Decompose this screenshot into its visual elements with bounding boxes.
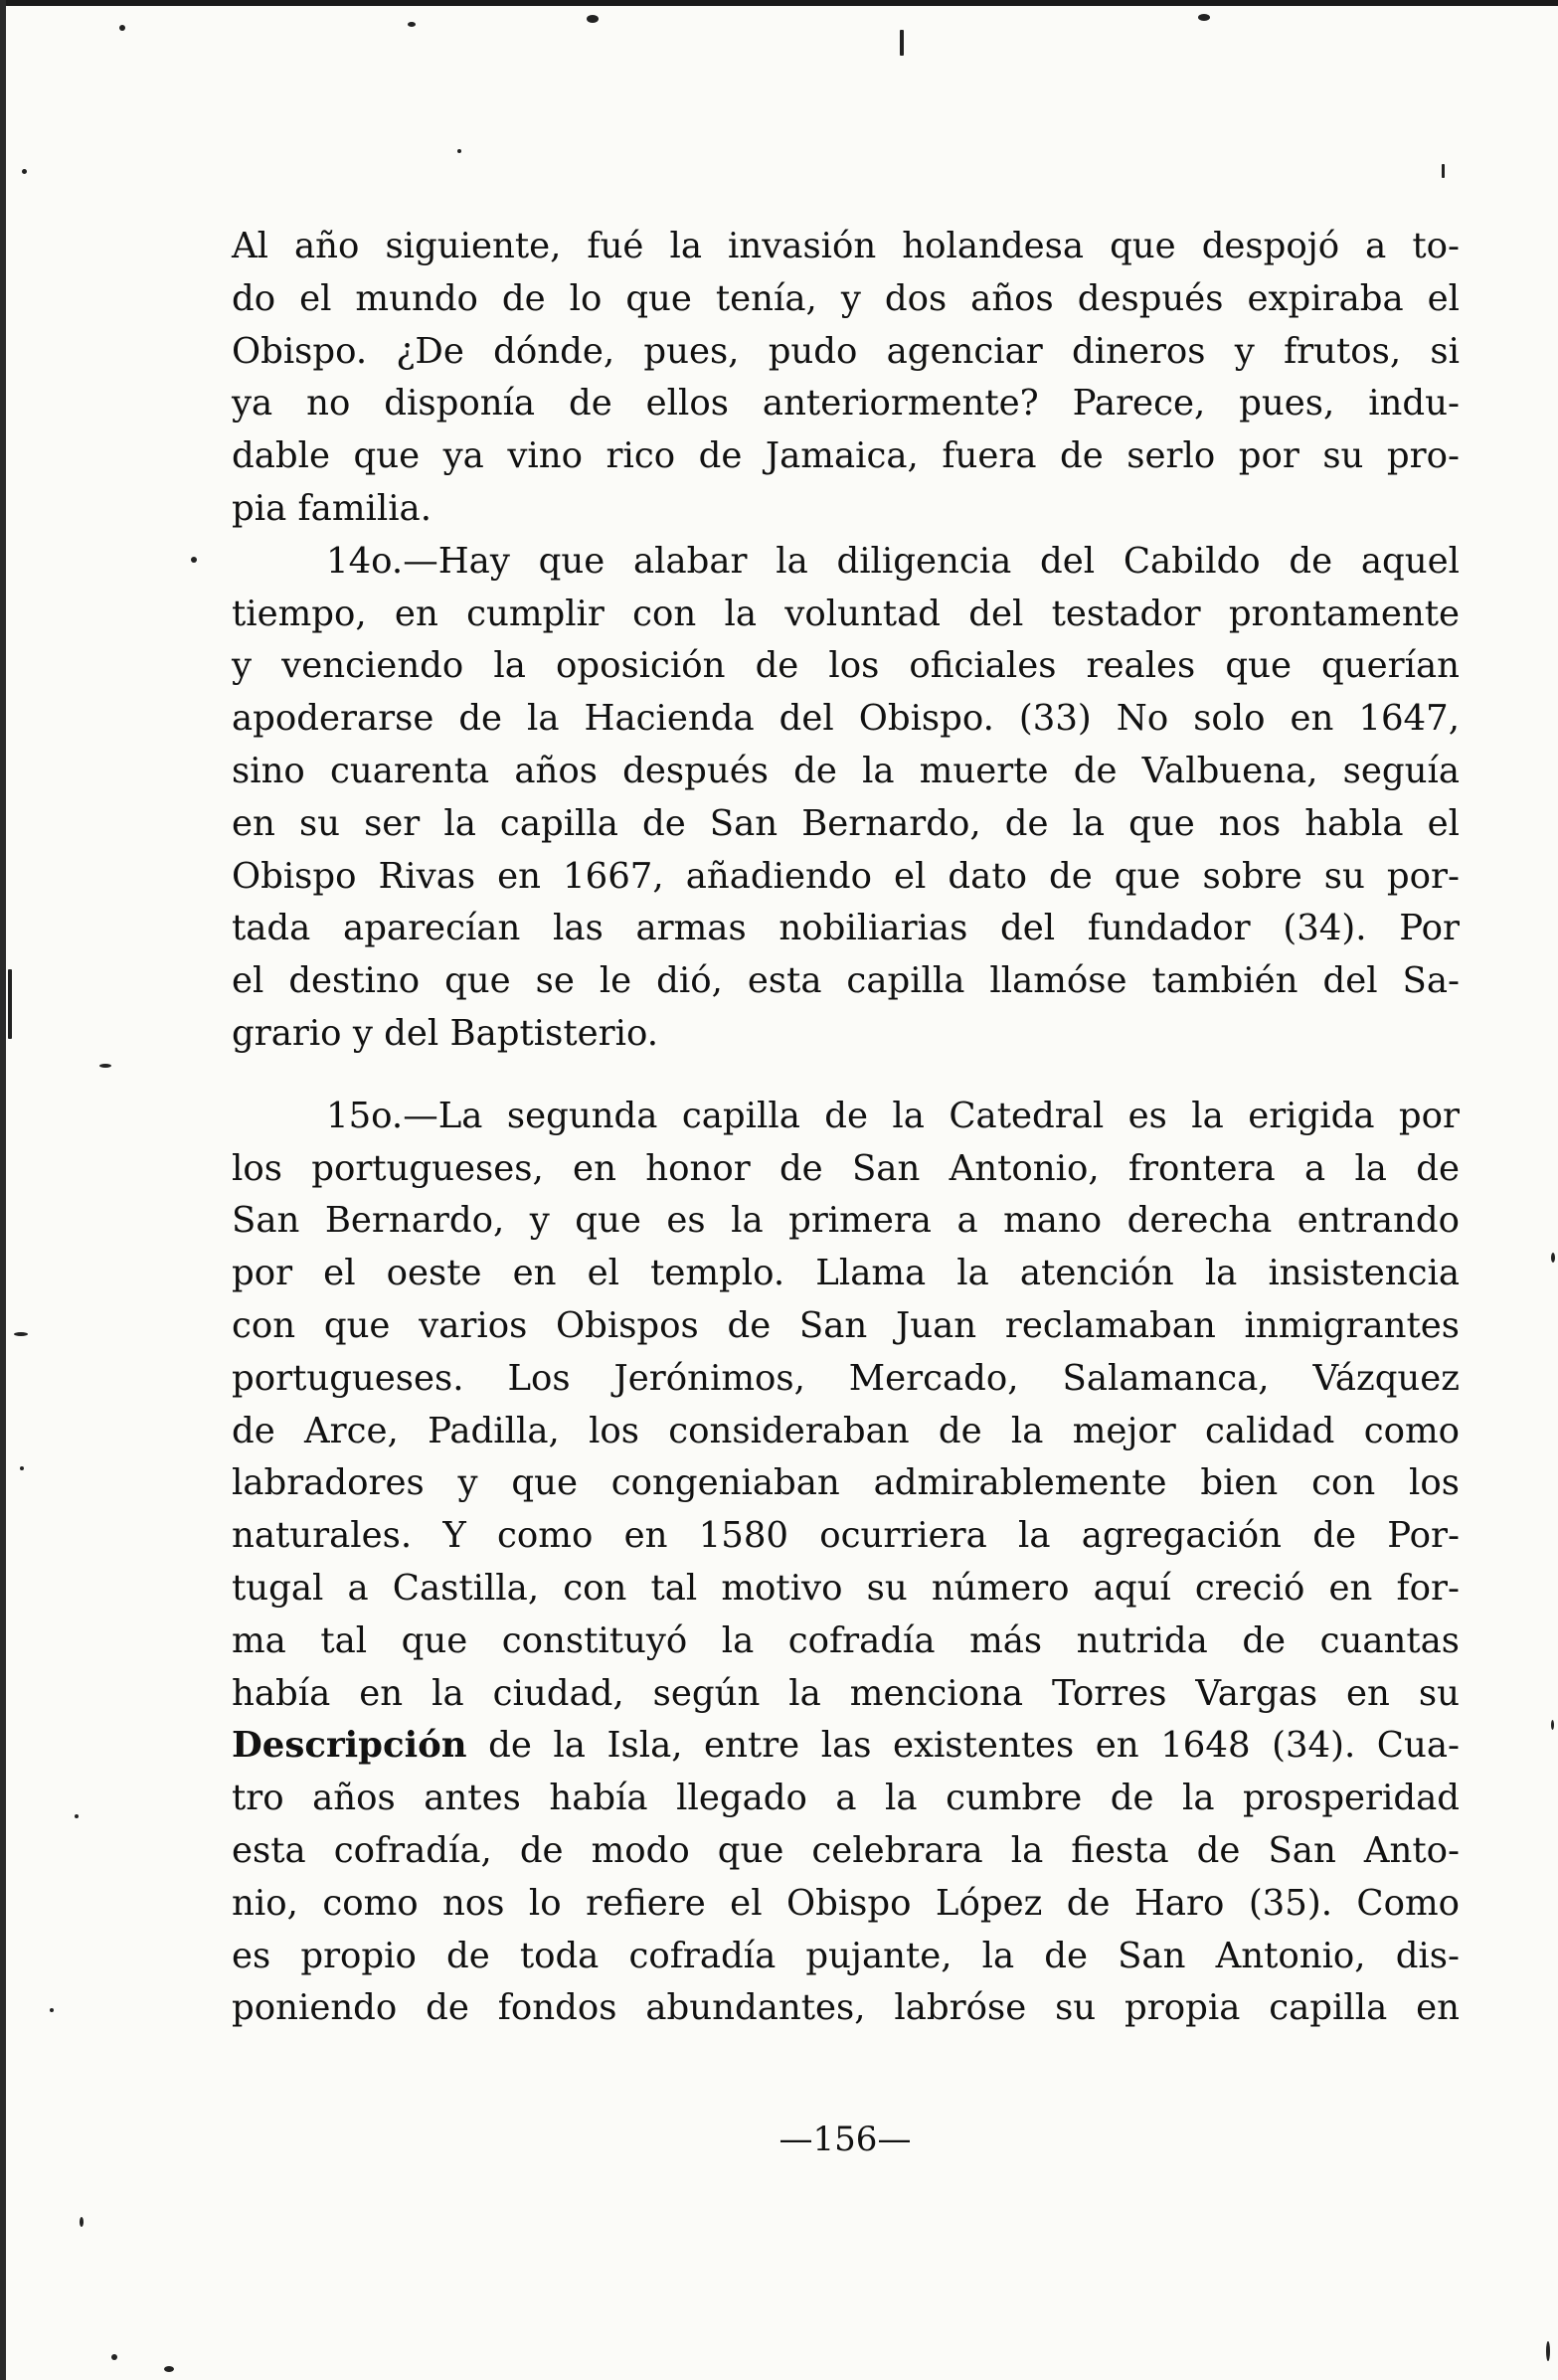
scan-speck [587, 15, 599, 23]
scan-speck [457, 149, 461, 153]
scan-speck [111, 2354, 117, 2360]
text-line: do el mundo de lo que tenía, y dos años después expiraba el [232, 277, 1460, 319]
scan-speck [80, 2217, 84, 2227]
text-line: con que varios Obispos de San Juan reclamaban inmigrantes [232, 1304, 1460, 1346]
text-line: de Arce, Padilla, los consideraban de la mejor calidad como [232, 1410, 1460, 1451]
text-line: portugueses. Los Jerónimos, Mercado, Salamanca, Vázquez [232, 1357, 1460, 1399]
text-line: el destino que se le dió, esta capilla llamóse también del Sa- [232, 960, 1460, 1002]
text-fragment: de la Isla, entre las existentes en 1648 (34). Cua- [466, 1725, 1460, 1767]
text-line: ma tal que constituyó la cofradía más nutrida de cuantas [232, 1619, 1460, 1661]
scan-speck [191, 557, 197, 563]
scan-speck [1551, 1720, 1554, 1730]
text-line: tro años antes había llegado a la cumbre de la prosperidad [232, 1778, 1460, 1819]
text-line: pia familia. [232, 487, 433, 529]
text-line: Obispo Rivas en 1667, añadiendo el dato de que sobre su por- [232, 855, 1460, 897]
scan-speck [1551, 1253, 1555, 1263]
scan-speck [14, 1332, 28, 1336]
text-line: San Bernardo, y que es la primera a mano derecha entrando [232, 1200, 1460, 1242]
text-line: tada aparecían las armas nobiliarias del fundador (34). Por [232, 908, 1460, 949]
scan-left-edge [0, 0, 6, 2380]
text-line: 15o.—La segunda capilla de la Catedral es la erigida por [326, 1095, 1460, 1136]
text-line: en su ser la capilla de San Bernardo, de la que nos habla el [232, 802, 1460, 844]
text-line: 14o.—Hay que alabar la diligencia del Cabildo de aquel [326, 540, 1460, 582]
text-line: tugal a Castilla, con tal motivo su número aquí creció en for- [232, 1567, 1460, 1609]
text-line: nio, como nos lo refiere el Obispo López de Haro (35). Como [232, 1882, 1460, 1924]
text-line: y venciendo la oposición de los oficiales reales que querían [232, 645, 1460, 687]
scan-speck [20, 1466, 24, 1470]
text-line: Obispo. ¿De dónde, pues, pudo agenciar dineros y frutos, si [232, 330, 1460, 372]
scan-speck [1546, 2341, 1550, 2361]
text-line: sino cuarenta años después de la muerte de Valbuena, seguía [232, 750, 1460, 791]
scan-speck [408, 22, 416, 27]
book-title: Descripción [232, 1725, 467, 1767]
text-line: por el oeste en el templo. Llama la atención la insistencia [232, 1253, 1460, 1294]
scan-speck [1198, 14, 1210, 21]
text-line: es propio de toda cofradía pujante, la de San Antonio, dis- [232, 1935, 1460, 1976]
scan-speck [164, 2366, 174, 2372]
scan-speck [900, 30, 904, 56]
text-line: dable que ya vino rico de Jamaica, fuera de serlo por su pro- [232, 435, 1460, 477]
paragraph-2 [232, 536, 1460, 1061]
scan-speck [50, 2008, 54, 2012]
text-line-with-title [232, 1720, 1460, 1773]
paragraph-3 [232, 1091, 1460, 2035]
text-line: naturales. Y como en 1580 ocurriera la agregación de Por- [232, 1515, 1460, 1557]
text-line: los portugueses, en honor de San Antonio, frontera a la de [232, 1147, 1460, 1189]
scan-speck [8, 969, 12, 1039]
text-line: labradores y que congeniaban admirablemente bien con los [232, 1462, 1460, 1504]
scan-top-edge [0, 0, 1558, 6]
text-line: había en la ciudad, según la menciona Torres Vargas en su [232, 1672, 1460, 1714]
text-line: poniendo de fondos abundantes, labróse su propia capilla en [232, 1987, 1460, 2029]
text-line: esta cofradía, de modo que celebrara la fiesta de San Anto- [232, 1829, 1460, 1871]
text-line: tiempo, en cumplir con la voluntad del testador prontamente [232, 593, 1460, 634]
paragraph-1 [232, 221, 1460, 536]
scan-speck [22, 169, 27, 174]
scan-speck [1442, 164, 1445, 178]
scan-speck [75, 1814, 79, 1818]
text-line: Al año siguiente, fué la invasión holandesa que despojó a to- [232, 226, 1460, 266]
scan-speck [99, 1064, 111, 1068]
text-line: grario y del Baptisterio. [232, 1012, 658, 1054]
page-number: —156— [779, 2120, 912, 2159]
text-line: apoderarse de la Hacienda del Obispo. (33) No solo en 1647, [232, 698, 1460, 740]
text-line: ya no disponía de ellos anteriormente? Parece, pues, indu- [232, 383, 1460, 425]
body-text [232, 221, 1460, 2035]
paragraph-gap [232, 1061, 1460, 1091]
scan-speck [119, 25, 125, 31]
